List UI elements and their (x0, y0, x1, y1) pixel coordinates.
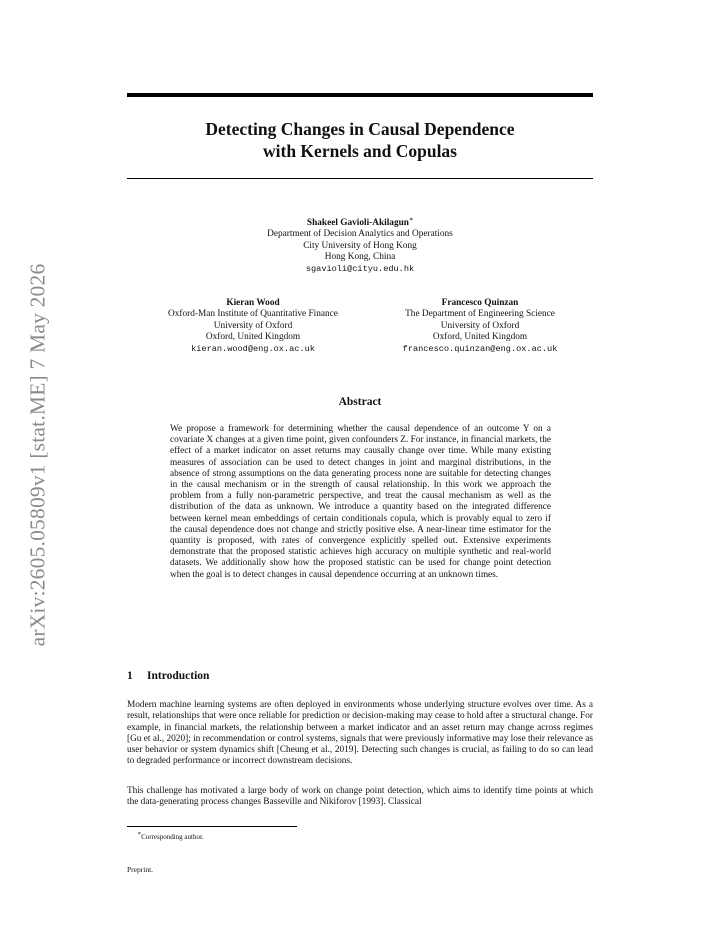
author-name: Francesco Quinzan (441, 298, 519, 308)
author-email: kieran.wood@eng.ox.ac.uk (191, 343, 315, 354)
author-affiliation-line: Oxford, United Kingdom (205, 332, 301, 343)
footnote-rule (127, 826, 297, 827)
author-name: Shakeel Gavioli-Akilagun (306, 218, 409, 228)
section-title: Introduction (147, 670, 210, 682)
author-affiliation-line: University of Oxford (440, 320, 520, 331)
author-email: francesco.quinzan@eng.ox.ac.uk (402, 343, 558, 354)
author-affiliation-line: Hong Kong, China (324, 252, 396, 263)
author-affiliation-line: City University of Hong Kong (303, 240, 417, 251)
abstract-heading: Abstract (338, 396, 382, 408)
arxiv-sidebar (18, 255, 58, 655)
author-affiliation-line: University of Oxford (213, 320, 293, 331)
paper-title (127, 118, 593, 162)
title-line-2: with Kernels and Copulas (263, 141, 457, 161)
author-affiliation-line: The Department of Engineering Science (405, 309, 555, 320)
footnote-mark: ∗ (137, 831, 142, 837)
title-rule-bottom (127, 178, 593, 179)
title-rule-top (127, 93, 593, 97)
author-name: Kieran Wood (226, 298, 280, 308)
author-affiliation-line: Department of Decision Analytics and Operations (267, 229, 453, 240)
arxiv-identifier: arXiv:2605.05809v1 [stat.ME] 7 May 2026 (25, 263, 50, 647)
abstract-text: We propose a framework for determining whether the causal dependence of an outcome Y on a covariate X changes at a given time point, given confounders Z. For instance, in financial markets, the effect of a market indicator on asset returns may causally change over time. While many existing measures of association can be used to detect changes in joint and marginal distributions, in the absence of strong assumptions on the data generating process none are suitable for detecting changes in the causal mechanism or in the strength of causal relationship. In this work we approach the problem from a fully non-parametric perspective, and treat the causal mechanism as well as the distribution of the data as unknown. We introduce a quantity based on the integrated difference between kernel mean embeddings of certain conditionals copula, which is provably equal to zero if the causal dependence does not change and strictly positive else. A near-linear time estimator for the quantity is proposed, with rates of convergence explicitly spelled out. Extensive experiments demonstrate that the proposed statistic achieves high accuracy on multiple synthetic and real-world datasets. We additionally show how the proposed statistic can be used for change point detection when the goal is to detect changes in causal dependence occurring at an unknown times. (170, 424, 551, 580)
author-affiliation-line: Oxford, United Kingdom (432, 332, 528, 343)
author-block-1 (200, 215, 520, 275)
author-block-2 (128, 298, 378, 355)
preprint-label: Preprint. (127, 865, 154, 874)
title-line-1: Detecting Changes in Causal Dependence (205, 119, 515, 139)
author-affiliation-line: Oxford-Man Institute of Quantitative Finance (168, 309, 338, 320)
author-block-3 (378, 298, 582, 355)
intro-paragraph-2: This challenge has motivated a large body of work on change point detection, which aims to identify time points at which the data-generating process changes Basseville and Nikiforov [1993]. Classical (127, 786, 593, 808)
footnote-text: Corresponding author. (141, 833, 204, 841)
author-email: sgavioli@cityu.edu.hk (305, 263, 415, 274)
footnote (137, 830, 204, 841)
footnote-mark: ∗ (408, 217, 414, 223)
section-number: 1 (127, 670, 133, 682)
section-heading (127, 670, 209, 682)
intro-paragraph-1: Modern machine learning systems are often deployed in environments whose underlying structure evolves over time. As a result, relationships that were once reliable for prediction or decision-making may cease to hold after a structural change. For example, in financial markets, the relationship between a market indicator and an asset return may change across regimes [Gu et al., 2020]; in recommendation or control systems, signals that were previously informative may lose their relevance as user behavior or system dynamics shift [Cheung et al., 2019]. Detecting such changes is crucial, as failing to do so can lead to degraded performance or incorrect downstream decisions. (127, 700, 594, 767)
